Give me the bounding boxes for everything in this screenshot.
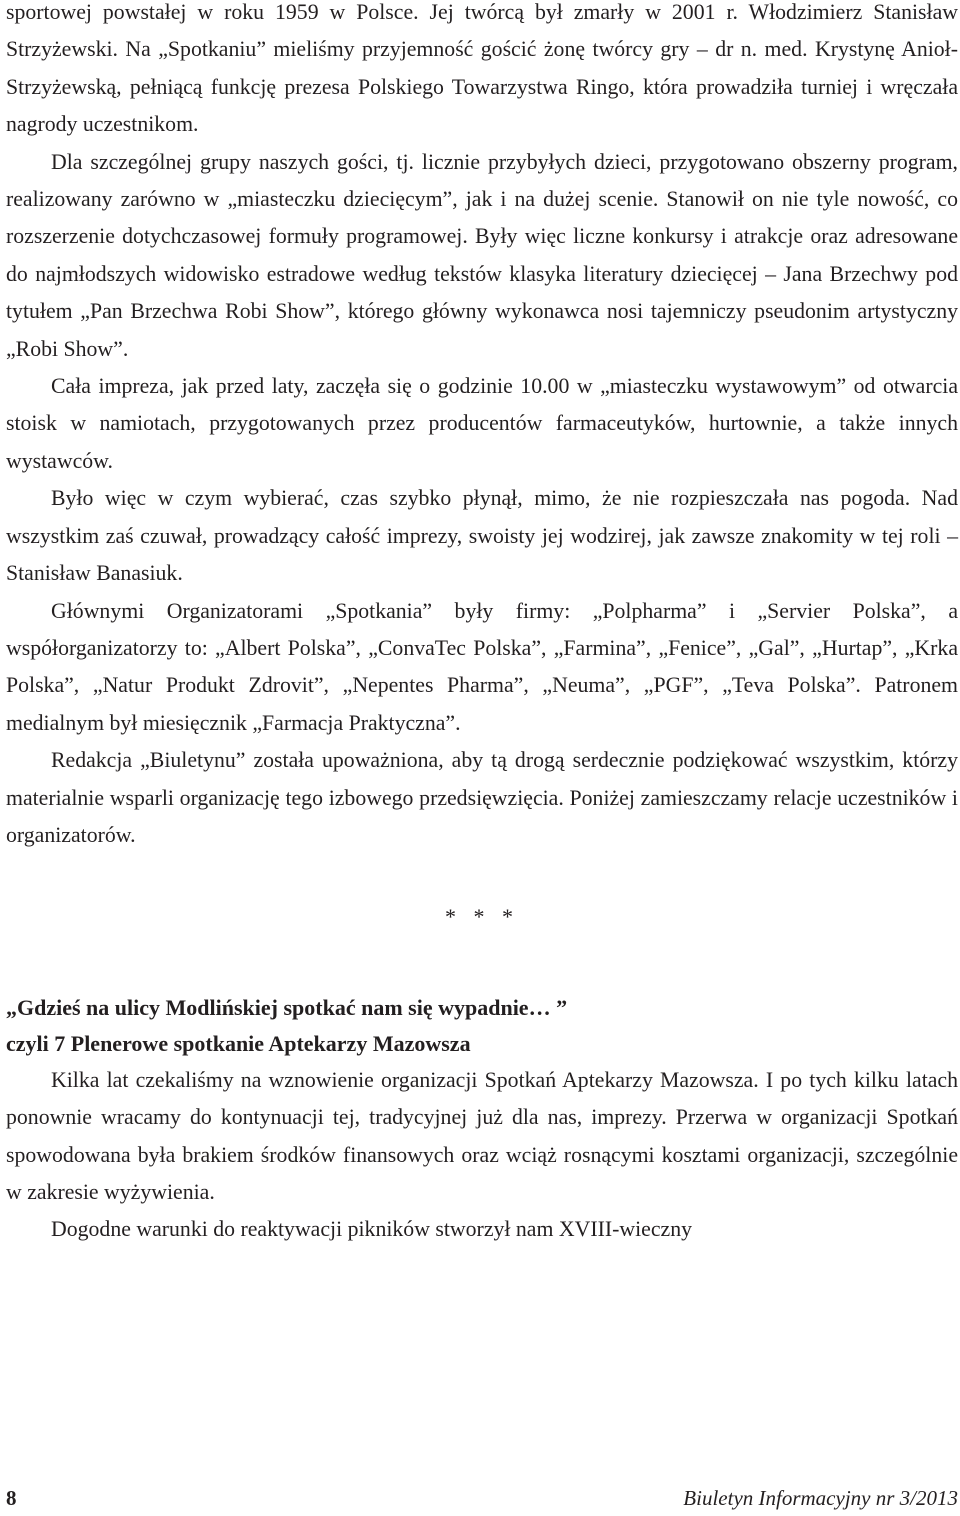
paragraph: Redakcja „Biuletynu” została upoważniona, aby tą drogą serdecznie podziękować wszystkim, którzy materialnie wsparli organizację tego izbowego przedsięwzięcia. Poniżej zamieszczamy relacje uczestników i organizatorów. xyxy=(6,748,958,847)
document-page xyxy=(6,0,958,1249)
section-heading xyxy=(6,990,958,1062)
paragraph: Dla szczególnej grupy naszych gości, tj. licznie przybyłych dzieci, przygotowano obszerny program, realizowany zarówno w „miasteczku dziecięcym”, jak i na dużej scenie. Stanowił on nie tyle nowość, co rozszerzenie dotychczasowej formuły programowej. Były więc liczne konkursy i atrakcje oraz adresowane do najmłodszych widowisko estradowe według tekstów klasyka literatury dziecięcej – Jana Brzechwy pod tytułem „Pan Brzechwa Robi Show”, którego główny wykonawca nosi tajemniczy pseudonim artystyczny „Robi Show”. xyxy=(6,149,958,361)
section-title-line-2: czyli 7 Plenerowe spotkanie Aptekarzy Mazowsza xyxy=(6,1030,471,1056)
paragraph: Było więc w czym wybierać, czas szybko płynął, mimo, że nie rozpieszczała nas pogoda. Nad wszystkim zaś czuwał, prowadzący całość imprezy, swoisty jej wodzirej, jak zawsze znakomity w tej roli – Stanisław Banasiuk. xyxy=(6,486,958,586)
paragraph: Kilka lat czekaliśmy na wznowienie organizacji Spotkań Aptekarzy Mazowsza. I po tych kilku latach ponownie wracamy do kontynuacji tej, tradycyjnej już dla nas, imprezy. Przerwa w organizacji Spotkań spowodowana była brakiem środków finansowych oraz wciąż rosnącymi kosztami organizacji, szczególnie w zakresie wyżywienia. xyxy=(6,1067,958,1204)
paragraph: Dogodne warunki do reaktywacji pikników stworzył nam XVIII-wieczny xyxy=(51,1217,693,1242)
page-footer xyxy=(6,1486,958,1516)
paragraph: Głównymi Organizatorami „Spotkania” były firmy: „Polpharma” i „Servier Polska”, a współorganizatorzy to: „Albert Polska”, „ConvaTec Polska”, „Farmina”, „Fenice”, „Gal”, „Hurtap”, „Krka Polska”, „Natur Produkt Zdrovit”, „Nepentes Pharma”, „Neuma”, „PGF”, „Teva Polska”. Patronem medialnym był miesięcznik „Farmacja Praktyczna”. xyxy=(6,598,958,735)
section-separator: * * * xyxy=(445,904,519,930)
section-title-line-1: „Gdzieś na ulicy Modlińskiej spotkać nam się wypadnie… ” xyxy=(6,994,568,1020)
paragraph: Cała impreza, jak przed laty, zaczęła się o godzinie 10.00 w „miasteczku wystawowym” od otwarcia stoisk w namiotach, przygotowanych przez producentów farmaceutyków, hurtownie, a także innych wystawców. xyxy=(6,374,958,473)
paragraph: sportowej powstałej w roku 1959 w Polsce. Jej twórcą był zmarły w 2001 r. Włodzimierz Stanisław Strzyżewski. Na „Spotkaniu” mieliśmy przyjemność gościć żonę twórcy gry – dr n. med. Krystynę Anioł-Strzyżewską, pełniącą funkcję prezesa Polskiego Towarzystwa Ringo, która prowadziła turniej i wręczała nagrody uczestnikom. xyxy=(6,0,958,137)
publication-name: Biuletyn Informacyjny nr 3/2013 xyxy=(683,1486,958,1510)
page-number: 8 xyxy=(6,1486,17,1510)
